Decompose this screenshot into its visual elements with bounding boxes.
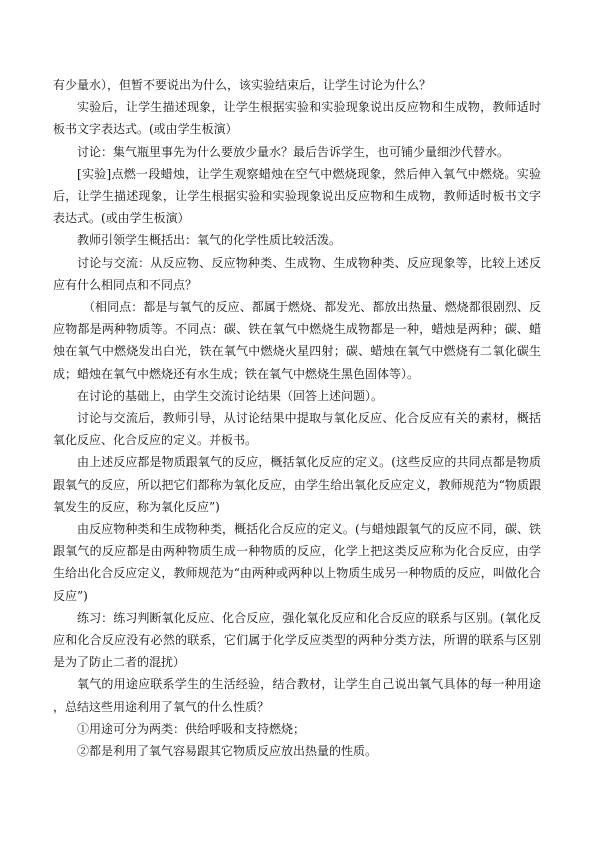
paragraph-continuation: 有少量水），但暂不要说出为什么，该实验结束后，让学生讨论为什么？ [53,78,432,92]
list-item-uses-categories: ①用途可分为两类：供给呼吸和支持燃烧； [77,721,306,736]
paragraph-teacher-guidance: 讨论与交流后，教师引导，从讨论结果中提取与氧化反应、化合反应有关的素材，概括氧化反应、化合反应的定义。并板书。 [53,411,541,448]
paragraph-oxygen-property: 教师引领学生概括出：氧气的化学性质比较活泼。 [77,233,342,248]
paragraph-similarities-differences: （相同点：都是与氧气的反应、都属于燃烧、都发光、都放出热量、燃烧都很剧烈、反应物都是两种物质等。不同点：碳、铁在氧气中燃烧生成物都是一种，蜡烛是两种；碳、蜡烛在氧气中燃烧发出白光，铁在氧气中燃烧火星四射；碳、蜡烛在氧气中燃烧有二氧化碳生成；蜡烛在氧气中燃烧还有水生成；铁在氧气中燃烧生黑色固体等）。 [53,300,541,381]
paragraph-oxygen-uses: 氧气的用途应联系学生的生活经验，结合教材，让学生自己说出氧气具体的每一种用途，总结这些用途利用了氧气的什么性质？ [53,677,541,714]
paragraph-candle-experiment: [实验]点燃一段蜡烛，让学生观察蜡烛在空气中燃烧现象，然后伸入氧气中燃烧。实验后，让学生描述现象，让学生根据实验和实验现象说出反应物和生成物，教师适时板书文字表达式。(或由学生板演） [53,166,541,226]
list-item-uses-property: ②都是利用了氧气容易跟其它物质反应放出热量的性质。 [77,744,378,759]
paragraph-oxidation-definition: 由上述反应都是物质跟氧气的反应，概括氧化反应的定义。(这些反应的共同点都是物质跟氧气的反应，所以把它们都称为氧化反应，由学生给出氧化反应定义，教师规范为“物质跟氧发生的反应，称为氧化反应”) [53,455,541,514]
paragraph-discussion-water: 讨论：集气瓶里事先为什么要放少量水？最后告诉学生，也可铺少量细沙代替水。 [77,144,510,159]
paragraph-discussion-results: 在讨论的基础上，由学生交流讨论结果（回答上述问题）。 [77,388,384,403]
paragraph-experiment-description: 实验后，让学生描述现象，让学生根据实验和实验现象说出反应物和生成物，教师适时板书文字表达式。(或由学生板演） [53,100,541,137]
paragraph-combination-definition: 由反应物种类和生成物种类，概括化合反应的定义。(与蜡烛跟氧气的反应不同，碳、铁跟氧气的反应都是由两种物质生成一种物质的反应，化学上把这类反应称为化合反应，由学生给出化合反应定义，教师规范为“由两种或两种以上物质生成另一种物质的反应，叫做化合反应”) [53,522,541,603]
paragraph-discussion-exchange: 讨论与交流：从反应物、反应物种类、生成物、生成物种类、反应现象等，比较上述反应有什么相同点和不同点？ [53,255,541,292]
paragraph-exercise: 练习：练习判断氧化反应、化合反应，强化氧化反应和化合反应的联系与区别。(氧化反应和化合反应没有必然的联系，它们属于化学反应类型的两种分类方法，所谓的联系与区别是为了防止二者的混扰） [53,610,541,670]
document-body [53,74,541,762]
